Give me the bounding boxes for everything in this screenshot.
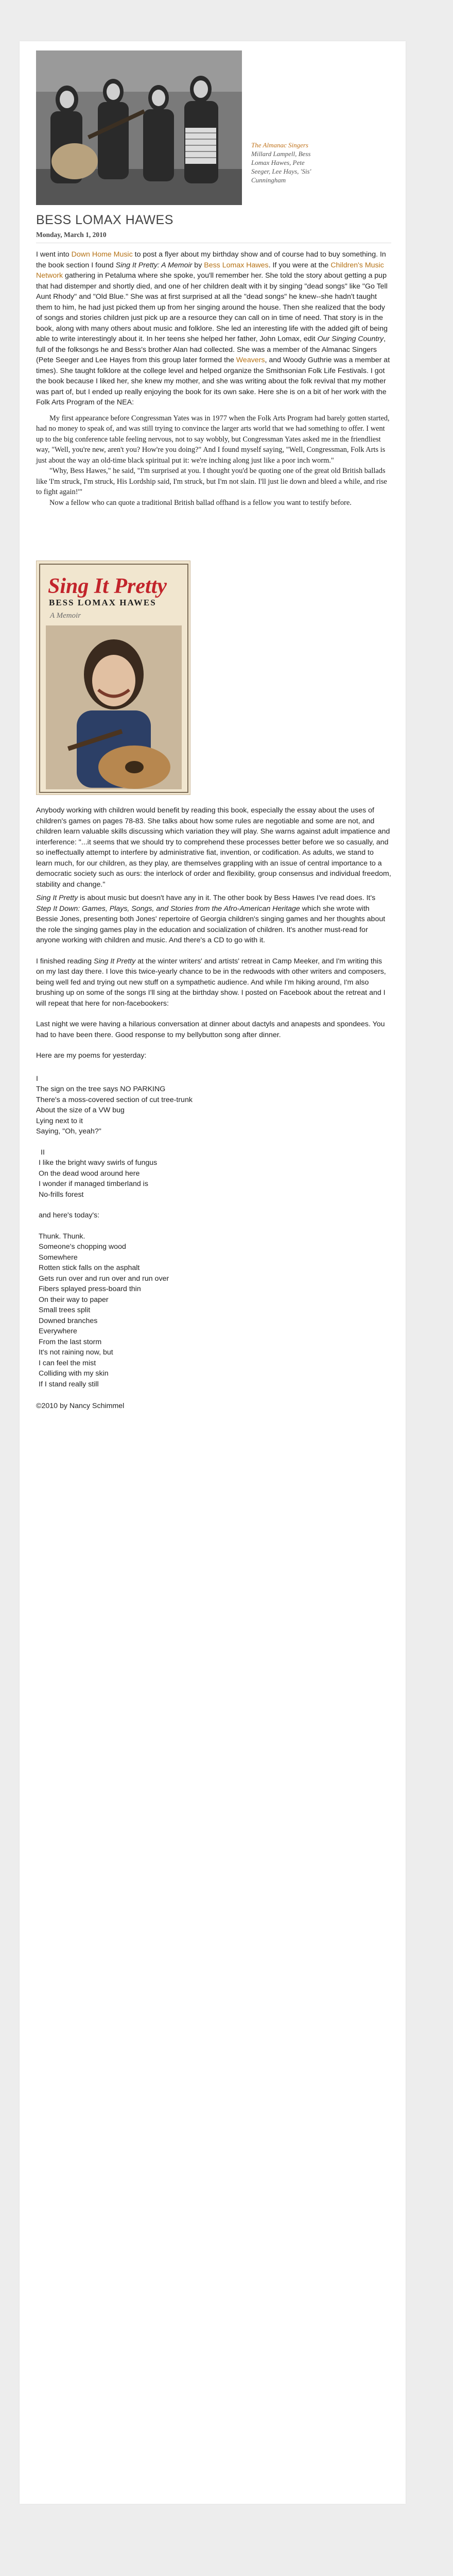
poem-line: From the last storm [39, 1337, 102, 1346]
poem-line: On the dead wood around here [39, 1169, 140, 1178]
poem-line: No-frills forest [39, 1190, 84, 1199]
intro-paragraph [36, 249, 391, 408]
poem-line: Rotten stick falls on the asphalt [39, 1264, 140, 1272]
poem-line: About the size of a VW bug [36, 1106, 125, 1114]
copyright-notice: ©2010 by Nancy Schimmel [36, 1402, 125, 1410]
review-text: which she wrote with Bessie Jones, presenting both Jones' repertoire of Georgia children's singing games and her thoughts about the role the singing games play in the education and socialization of children. It's another must-read for anyone working with children and music. And there's a CD to go with it. [36, 904, 386, 944]
post-card [20, 41, 406, 2504]
book-title: Sing It Pretty: A Memoir [115, 261, 193, 269]
cover-title: Sing It Pretty [48, 574, 167, 598]
intro-text: gathering in Petaluma where she spoke, you'll remember her. She told the story about getting a pup that had distemper and shortly died, and one of her children dealt with it by singing "dead songs" like "Go Tell Aunt Rhody" and "Old Blue." She was at first surprised at all the "dead songs" he knew--she hadn't taught them to him, he had just picked them up from her singing around the house. Then she realized that the body of songs and stories children just pick up are a resource they can call on in time of need. That story is in the book, along with many others about music and folklore. She led an interesting life with the added gift of being able to write interestingly about it. In her teens she helped her father, John Lomax, edit [36, 272, 388, 343]
poem-line: It's not raining now, but [39, 1348, 113, 1357]
book-title: Our Singing Country [317, 335, 384, 343]
caption-line: Lomax Hawes, Pete [251, 159, 305, 166]
facebook-post-paragraph: Last night we were having a hilarious conversation at dinner about dactyls and anapests and spondees. You had to have been there. Good response to my bellybutton song after dinner. [36, 1020, 385, 1039]
intro-text: . If you were at the [268, 261, 331, 269]
poem-line: II [41, 1148, 45, 1157]
bess-lomax-hawes-link[interactable]: Bess Lomax Hawes [204, 261, 269, 269]
poem-line: Downed branches [39, 1316, 98, 1325]
poem-line: I can feel the mist [39, 1359, 96, 1367]
poem-line: I [36, 1074, 38, 1083]
poem-line: Saying, "Oh, yeah?" [36, 1127, 101, 1136]
poem-line: There's a moss-covered section of cut tree-trunk [36, 1095, 193, 1104]
poem-two [36, 1147, 391, 1200]
excerpt-paragraph: Now a fellow who can quote a traditional British ballad offhand is a fellow you want to testify before. [49, 498, 352, 507]
poem-line: Thunk. Thunk. [39, 1232, 85, 1241]
intro-text: by [192, 261, 204, 269]
excerpt-paragraph: "Why, Bess Hawes," he said, "I'm surprised at you. I thought you'd be quoting one of the great old British ballads like 'I'm struck, I'm struck, His Lordship said, I'm struck, but I'm not slain. I'll just lie down and bleed a while, and rise to fight again!'" [36, 467, 387, 496]
book-cover-illustration [37, 561, 190, 795]
review-paragraph [36, 893, 391, 946]
poem-line: Colliding with my skin [39, 1369, 109, 1378]
review-paragraph: Anybody working with children would benefit by reading this book, especially the essay about the uses of children's games on pages 78-83. She talks about how some rules are negotiable and some are not, and children learn valuable skills discussing which variation they will play. She warns against adult impatience and interference: "...it seems that we should try to comprehend these processes better before we so casually, and so ineffectually attempt to interfere by administrative fiat, invention, or codification. As adults, we stand to learn much, for our children, as they play, are themselves grappling with an issue of central importance to a democratic society such as ours: the interlock of order and flexibility, group consensus and individual freedom, stability and change." [36, 806, 391, 889]
caption-line: Millard Lampell, Bess [251, 150, 311, 158]
poem-line: Someone's chopping wood [39, 1243, 126, 1251]
book-title: Step It Down: Games, Plays, Songs, and Stories from the Afro-American Heritage [36, 904, 300, 913]
almanac-singers-photo [36, 50, 242, 205]
poem-line: Small trees split [39, 1306, 91, 1314]
header-image-row [36, 50, 391, 208]
poem-three [36, 1231, 391, 1390]
book-title: Sing It Pretty [36, 894, 78, 902]
caption-line: Seeger, Lee Hays, 'Sis' [251, 167, 311, 175]
poems-intro: Here are my poems for yesterday: [36, 1052, 147, 1060]
cover-subtitle: A Memoir [50, 612, 81, 620]
poem-line: Gets run over and run over and run over [39, 1274, 169, 1283]
weavers-link[interactable]: Weavers [236, 356, 265, 364]
poem-line: On their way to paper [39, 1295, 109, 1304]
poem-line: If I stand really still [39, 1380, 99, 1388]
intro-text: , full of the folksongs he and Bess's brother Alan had collected. She was a member of the Almanac Singers (Pete Seeger and Lee Hayes from this group later formed the [36, 335, 386, 364]
book-excerpt [36, 413, 391, 509]
intro-text: , and Woody Guthrie was a member at times). She taught folklore at the college level and helped organize the Smithsonian Folk Life Festivals. I got the book because I liked her, she knew my mother, and she was writing about the folk revival that my mother was part of, but I ended up really enjoying the book for its own sake. Here she is on a bit of her work with the Folk Arts Program of the NEA: [36, 356, 390, 406]
poem-line: Somewhere [39, 1253, 78, 1262]
cover-author: BESS LOMAX HAWES [49, 598, 156, 607]
down-home-music-link[interactable]: Down Home Music [71, 250, 133, 259]
post-title: BESS LOMAX HAWES [36, 213, 173, 227]
retreat-paragraph [36, 956, 391, 1009]
todays-label: and here's today's: [39, 1211, 100, 1219]
poem-line: I like the bright wavy swirls of fungus [39, 1159, 158, 1167]
photo-caption [251, 141, 354, 184]
review-text: at the winter writers' and artists' retreat in Camp Meeker, and I'm writing this on my last day there. I love this twice-yearly chance to be in the redwoods with other writers and composers, being well fed and trying out new stuff on a sympathetic audience. And while I'm hiking around, I'm also brushing up on some of the songs I'll sing at the birthday show. I posted on Facebook about the retreat and I will repeat that here for non-facebookers: [36, 957, 386, 1008]
intro-text: I went into [36, 250, 72, 259]
sing-it-pretty-book-cover [36, 561, 190, 795]
post-date: Monday, March 1, 2010 [36, 231, 107, 239]
intro-text: to post a flyer about my birthday show and of course had to buy something. In the book section I found [36, 250, 386, 269]
caption-line: Cunningham [251, 176, 286, 184]
poem-line: The sign on the tree says NO PARKING [36, 1085, 166, 1093]
post-content [36, 50, 391, 1412]
caption-title: The Almanac Singers [251, 141, 308, 149]
poem-line: Everywhere [39, 1327, 77, 1335]
book-title: Sing It Pretty [94, 957, 136, 965]
review-text: I finished reading [36, 957, 94, 965]
review-text: is about music but doesn't have any in it. The other book by Bess Hawes I've read does. It's [78, 894, 376, 902]
excerpt-paragraph: My first appearance before Congressman Yates was in 1977 when the Folk Arts Program had barely gotten started, had no money to speak of, and was still trying to convince the larger arts world that we had something to offer. I went up to the big conference table feeling nervous, not to say wobbly, but Congressman Yates asked me in the friendliest way, "Well, you're new, aren't you? How're you doing?" And I found myself saying, "Well, Congressman, Folk Arts is just about the way an old-time black spiritual put it: we're inching along just like a poor inch worm." [36, 414, 390, 465]
poem-line: Lying next to it [36, 1116, 83, 1125]
photo-illustration [36, 50, 242, 205]
poem-line: Fibers splayed press-board thin [39, 1285, 141, 1293]
childrens-music-network-link[interactable]: Children's Music Network [36, 261, 384, 280]
poem-one [36, 1074, 391, 1137]
poem-line: I wonder if managed timberland is [39, 1180, 148, 1188]
